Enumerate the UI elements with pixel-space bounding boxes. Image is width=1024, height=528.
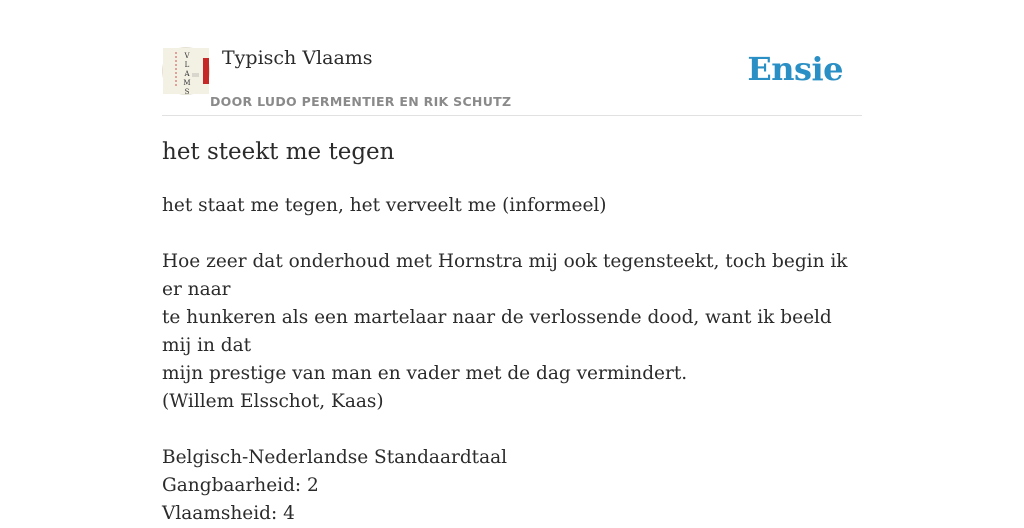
spacer [162,220,862,248]
quote-source: (Willem Elsschot, Kaas) [162,391,384,412]
entry-definition: het staat me tegen, het verveelt me (informeel) [162,195,607,216]
entry-term: het steekt me tegen [162,139,395,165]
page-header [162,44,862,116]
gangbaarheid-rating: Gangbaarheid: 2 [162,475,319,496]
quote-line: Hoe zeer dat onderhoud met Hornstra mij ook tegensteekt, toch begin ik er naar [162,251,848,300]
book-cover-icon [163,48,209,94]
avatar-letter: S [184,88,190,96]
quote-line: te hunkeren als een martelaar naar de verlossende dood, want ik beeld mij in dat [162,307,832,356]
avatar-letter: L [184,61,190,69]
book-cover-avatar[interactable] [162,47,210,95]
authors-byline: DOOR LUDO PERMENTIER EN RIK SCHUTZ [210,94,512,109]
avatar-letter: V [184,52,190,60]
spacer [162,416,862,444]
avatar-letter: M [183,79,191,87]
language-label: Belgisch-Nederlandse Standaardtaal [162,447,508,468]
avatar-letter: A [184,70,190,78]
vlaamsheid-rating: Vlaamsheid: 4 [162,503,295,524]
quote-line: mijn prestige van man en vader met de dag vermindert. [162,363,688,384]
brand-logo[interactable]: Ensie [747,50,843,88]
entry-content [162,192,862,528]
book-title[interactable]: Typisch Vlaams [222,47,373,69]
